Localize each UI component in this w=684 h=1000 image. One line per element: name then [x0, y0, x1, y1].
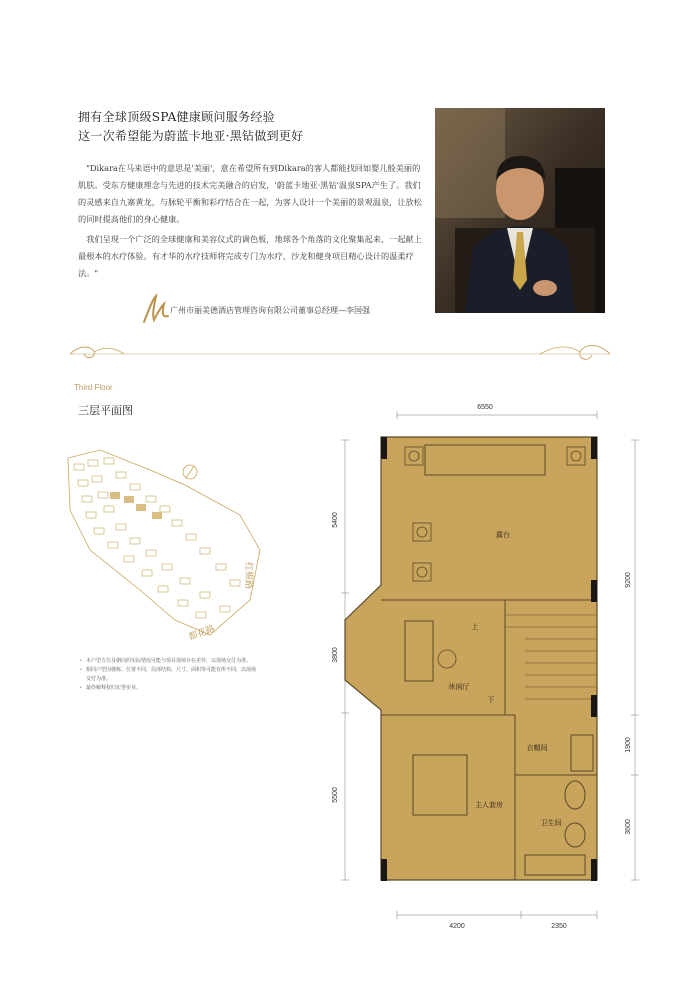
- road-label-2: 都花路: [187, 624, 217, 643]
- dim-left-3: 5500: [332, 787, 339, 803]
- executive-photo: [435, 108, 605, 313]
- dim-left-1: 5400: [332, 512, 339, 528]
- note-item: • 相同户型因楼栋、位置不同，局部结构、尺寸、面积等可能有所不同，以现场交付为准。: [80, 666, 260, 684]
- note-item: • 本户型方位及朝向的实际情况可能与项目现场存在差异，以现场交付为准。: [80, 657, 260, 666]
- room-closet: 衣帽间: [526, 745, 548, 752]
- quote-paragraph-2: 我们呈现一个广泛的全球健康和美容仪式的调色板，地球各个角落的文化聚集起来，一起献上最根本的水疗体验。有才华的水疗技师将完成专门为水疗、沙龙和健身项目精心设计的温柔疗法。": [78, 234, 422, 278]
- quote-paragraph-1: "Dikara在马来语中的意思是'美丽'，意在希望所有到Dikara的客人都能找回如婴儿般美丽的肌肤。受东方健康理念与先进的技术完美融合的启发，'蔚蓝卡地亚·黑钻'温泉SPA产生了。我们的灵感来自九寨黄龙，与脉轮平衡和彩疗结合在一起，为客人设计一个美丽的景观温泉，让放松的同时提高他们的身心健康。: [78, 163, 422, 224]
- dim-bottom-1: 4200: [449, 923, 465, 930]
- dim-bottom-2: 2350: [551, 923, 567, 930]
- headline: [78, 108, 418, 146]
- room-lounge: 休闲厅: [448, 684, 470, 691]
- dim-left-2: 3800: [332, 647, 339, 663]
- headline-line-2: 这一次希望能为蔚蓝卡地亚·黑钻做到更好: [78, 129, 304, 143]
- room-terrace: 露台: [496, 532, 510, 539]
- signature-block: [140, 292, 440, 332]
- room-bathroom: 卫生间: [540, 820, 562, 827]
- road-label-1: 红棉路: [243, 562, 253, 590]
- stair-up-label: 上: [471, 624, 479, 631]
- floor-title-cn: 三层平面图: [78, 404, 133, 417]
- ornamental-divider: [70, 338, 610, 368]
- stair-down-label: 下: [487, 697, 495, 704]
- floor-plan: [325, 395, 645, 935]
- dim-top: 6550: [477, 404, 493, 411]
- dim-right-1: 9200: [625, 572, 632, 588]
- dim-right-3: 3600: [625, 819, 632, 835]
- note-item: • 最终解释权归宏誉实业。: [80, 684, 260, 693]
- site-plan: [60, 440, 270, 650]
- headline-line-1: 拥有全球顶级SPA健康顾问服务经验: [78, 110, 275, 124]
- disclaimer-notes: [80, 657, 260, 693]
- dim-right-2: 1900: [625, 737, 632, 753]
- handwritten-signature: [140, 292, 172, 326]
- quote-block: [78, 160, 423, 285]
- signature-text: 广州市丽美德酒店管理咨询有限公司董事总经理—李国强: [170, 306, 370, 315]
- floor-title-en: Third Floor: [74, 383, 113, 392]
- room-master-suite: 主人套房: [475, 802, 503, 809]
